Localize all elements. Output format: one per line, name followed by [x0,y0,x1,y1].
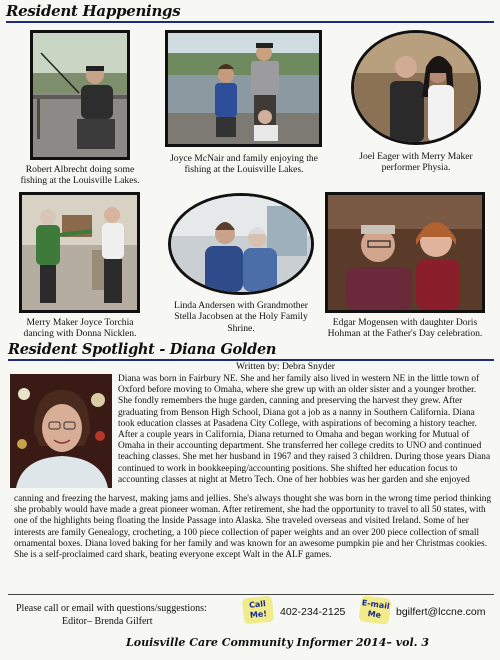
spotlight-title: Resident Spotlight - Diana Golden [8,341,277,358]
happenings-title: Resident Happenings [6,2,181,20]
spotlight-article-body: Diana was born in Fairbury NE. She and her family also lived in western NE in the little town of Oxford before moving to Omaha, where she grew up with an older sister and a younger brother. She fondly remembers the huge garden, canning and preserving the harvest they grew. After graduating from Benson High School, Diana got a job as a nanny in Southern California. Diana took education classes at Pasadena City College, with aspirations of becoming a history teacher. After a couple years in California, Diana returned to Omaha and began working for Mutual of Omaha in their accounting department. She transferred her college credits to UNO and continued teaching classes. She met her husband in 1967 and they raised 3 children. During those years Diana continued to work in bookkeeping/accounting positions. She shifted her education focus to accounting classes at night at Metro Tech. One of her hobbies was her garden and she enjoyed [118,374,491,485]
editor-line: Editor– Brenda Gilfert [62,616,153,627]
caption-edgar-mogensen: Edgar Mogensen with daughter Doris Hohman at the Father's Day celebration. [327,317,483,340]
contact-line: Please call or email with questions/suggestions: [16,603,207,614]
call-me-sticker [242,596,275,625]
photo-edgar-mogensen [325,192,485,313]
caption-joyce-mcnair: Joyce McNair and family enjoying the fishing at the Louisville Lakes. [170,153,318,176]
photo-diana-golden [10,374,112,488]
photo-linda-andersen [168,193,314,295]
spotlight-article-continued-text: canning and freezing the harvest, making jams and jellies. She's always thought she was born in the wrong time period thinking she probably would have made a great pioneer woman. After retirement, she had the opportunity to travel to all 50 states, with one of the highlights being floating the Inside Passage into Alaska. She traveled overseas and visited Ireland. Some of her interests are family Genealogy, crocheting, a 100 piece collection of paper weights and an over 200 piece collection of small ornamental boxes. Diana loved baking for her family and was known for an awesome pumpkin pie and her Christmas cookies. She is a self-proclaimed card shark, beating everyone except Walt in the ALF games. [14,494,492,561]
happenings-rule [6,21,494,23]
byline: Written by: Debra Snyder [236,361,335,372]
call-me-text: Call Me! [248,599,268,620]
caption-joyce-torchia: Merry Maker Joyce Torchia dancing with Donna Nicklen. [23,317,137,340]
photo-joyce-mcnair [165,30,322,147]
footer-rule [8,594,494,595]
photo-robert-albrecht [30,30,130,160]
spotlight-article [118,374,492,494]
email-me-text: E-mail Me [361,598,391,620]
spotlight-article-continued [14,494,492,590]
caption-linda-andersen: Linda Andersen with Grandmother Stella Jacobsen at the Holy Family Shrine. [173,300,308,334]
caption-joel-eager: Joel Eager with Merry Maker performer Physia. [359,151,473,174]
email-me-sticker [358,595,391,625]
email-address[interactable]: bgilfert@lccne.com [396,606,486,618]
phone-number[interactable]: 402-234-2125 [280,606,346,618]
photo-joel-eager [351,30,481,145]
photo-joyce-torchia [19,192,140,313]
caption-robert-albrecht: Robert Albrecht doing some fishing at the Louisville Lakes. [20,164,140,187]
newsletter-title: Louisville Care Community Informer 2014– vol. 3 [126,636,429,649]
